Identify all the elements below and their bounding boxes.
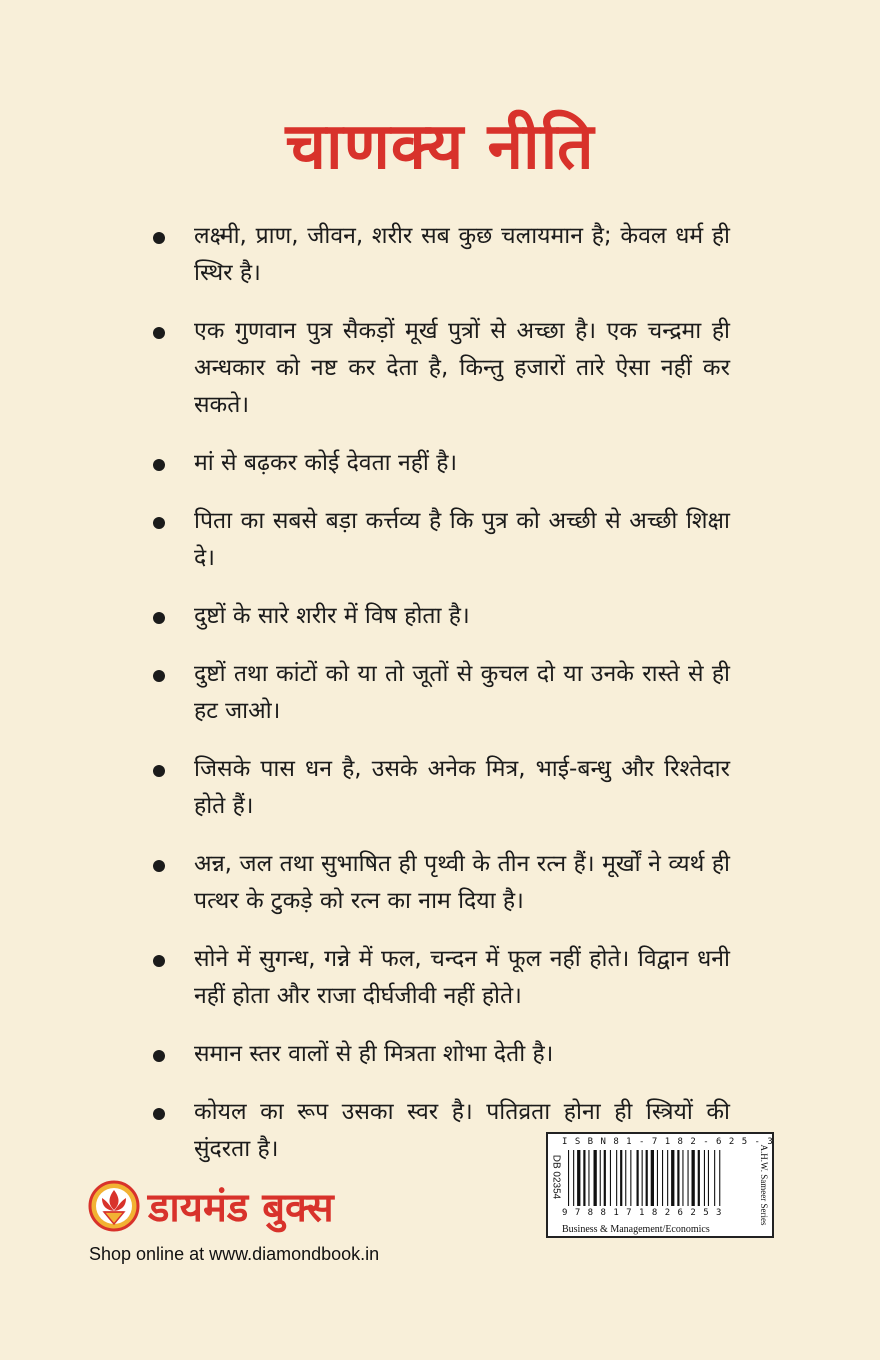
bullet-icon <box>153 459 165 471</box>
barcode-bar <box>671 1150 674 1206</box>
quote-item <box>150 941 730 1015</box>
bullet-icon <box>153 765 165 777</box>
bullet-icon <box>153 1050 165 1062</box>
quote-text: एक गुणवान पुत्र सैकड़ों मूर्ख पुत्रों से अच्छा है। एक चन्द्रमा ही अन्धकार को नष्ट कर देता है, किन्तु हजारों तारे ऐसा नहीं कर सकते। <box>194 318 730 418</box>
barcode-bar <box>600 1150 601 1206</box>
quote-item <box>150 846 730 920</box>
quote-item <box>150 1036 730 1073</box>
barcode-bar <box>662 1150 663 1206</box>
bullet-icon <box>153 670 165 682</box>
bullet-icon <box>153 327 165 339</box>
barcode-bar <box>719 1150 720 1206</box>
barcode-bar <box>667 1150 668 1206</box>
barcode-bar <box>604 1150 606 1206</box>
barcode-label <box>546 1132 774 1238</box>
barcode-bar <box>568 1150 569 1206</box>
barcode-bar <box>620 1150 622 1206</box>
bullet-icon <box>153 517 165 529</box>
barcode-number: 9 7 8 8 1 7 1 8 2 6 2 5 3 <box>562 1208 723 1218</box>
quote-item <box>150 218 730 292</box>
barcode-bar <box>714 1150 715 1206</box>
quote-text: दुष्टों के सारे शरीर में विष होता है। <box>194 603 470 629</box>
quote-text: मां से बढ़कर कोई देवता नहीं है। <box>194 450 458 476</box>
barcode-bar <box>630 1150 631 1206</box>
lotus-diamond-logo-icon <box>88 1180 140 1236</box>
barcode-bar <box>583 1150 585 1206</box>
quote-text: कोयल का रूप उसका स्वर है। पतिव्रता होना ही स्त्रियों की सुंदरता है। <box>194 1099 730 1162</box>
barcode-bar <box>677 1150 679 1206</box>
quote-item <box>150 313 730 424</box>
barcode-bar <box>692 1150 695 1206</box>
quote-item <box>150 751 730 825</box>
quote-text: अन्न, जल तथा सुभाषित ही पृथ्वी के तीन रत्न हैं। मूर्खों ने व्यर्थ ही पत्थर के टुकड़े को रत्न का नाम दिया है। <box>194 851 730 914</box>
isbn-text: I S B N 8 1 - 7 1 8 2 - 6 2 5 - 3 <box>562 1137 774 1147</box>
bullet-icon <box>153 612 165 624</box>
barcode-bar <box>573 1150 574 1206</box>
barcode-bar <box>646 1150 648 1206</box>
barcode-bar <box>704 1150 705 1206</box>
barcode-bars <box>568 1150 744 1206</box>
bullet-icon <box>153 232 165 244</box>
barcode-bar <box>698 1150 700 1206</box>
bullet-icon <box>153 955 165 967</box>
quote-text: सोने में सुगन्ध, गन्ने में फल, चन्दन में फूल नहीं होते। विद्वान धनी नहीं होता और राजा दीर्घजीवी नहीं होते। <box>194 946 730 1009</box>
barcode-bar <box>651 1150 654 1206</box>
quote-item <box>150 656 730 730</box>
bullet-icon <box>153 860 165 872</box>
barcode-bar <box>594 1150 597 1206</box>
quote-list <box>150 218 730 1189</box>
barcode-bar <box>682 1150 683 1206</box>
barcode-bar <box>708 1150 709 1206</box>
quote-text: समान स्तर वालों से ही मित्रता शोभा देती है। <box>194 1041 554 1067</box>
quote-text: दुष्टों तथा कांटों को या तो जूतों से कुचल दो या उनके रास्ते से ही हट जाओ। <box>194 661 730 724</box>
barcode-bar <box>616 1150 617 1206</box>
category-text: Business & Management/Economics <box>562 1224 710 1235</box>
barcode-bar <box>588 1150 589 1206</box>
barcode-bar <box>657 1150 658 1206</box>
quote-text: पिता का सबसे बड़ा कर्त्तव्य है कि पुत्र को अच्छी से अच्छी शिक्षा दे। <box>194 508 730 571</box>
quote-item <box>150 598 730 635</box>
quote-text: जिसके पास धन है, उसके अनेक मित्र, भाई-बन्धु और रिश्तेदार होते हैं। <box>194 756 730 819</box>
barcode-bar <box>688 1150 689 1206</box>
barcode-bar <box>642 1150 643 1206</box>
product-code: DB 02354 <box>550 1154 562 1200</box>
shop-online-text: Shop online at www.diamondbook.in <box>89 1244 380 1264</box>
publisher-name: डायमंड बुक्स <box>148 1185 334 1231</box>
quote-item <box>150 445 730 482</box>
barcode-bar <box>577 1150 580 1206</box>
barcode-bar <box>610 1150 611 1206</box>
book-title: चाणक्य नीति <box>285 110 595 184</box>
bullet-icon <box>153 1108 165 1120</box>
quote-text: लक्ष्मी, प्राण, जीवन, शरीर सब कुछ चलायमान है; केवल धर्म ही स्थिर है। <box>194 223 730 286</box>
barcode-bar <box>637 1150 639 1206</box>
barcode-bar <box>625 1150 626 1206</box>
quote-item <box>150 503 730 577</box>
series-name: A.H.W. Sameer Series <box>759 1144 769 1226</box>
